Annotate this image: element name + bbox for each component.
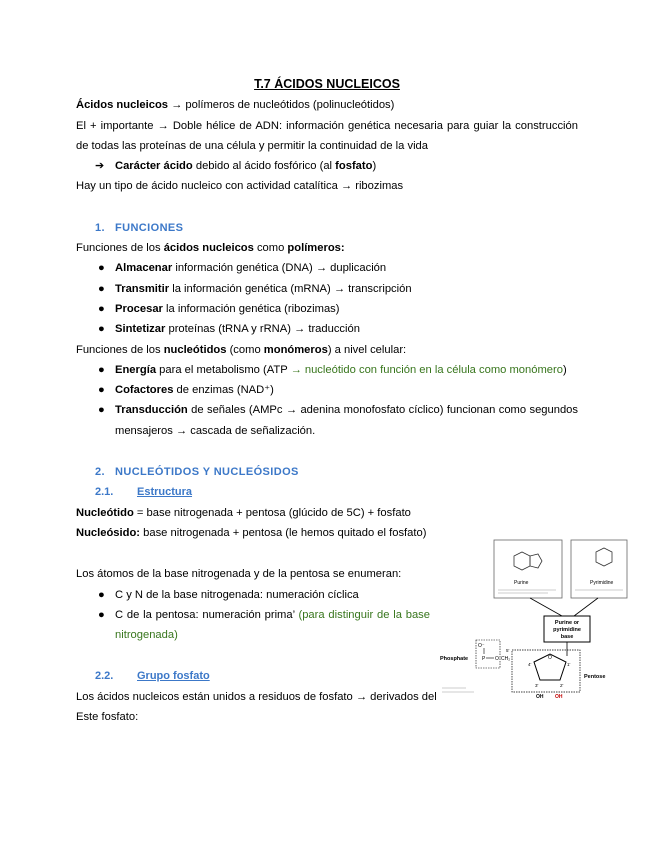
pyrimidine-label: Pyrimidine [590, 580, 614, 586]
pentose-label: Pentose [584, 674, 606, 680]
funciones-nucleotidos-line: Funciones de los nucleótidos (como monómeros) a nivel celular: [76, 343, 407, 356]
funciones-polimeros-line: Funciones de los ácidos nucleicos como polímeros: [76, 242, 345, 255]
svg-text:OH: OH [536, 694, 544, 700]
svg-text:4': 4' [528, 662, 532, 667]
svg-text:5': 5' [506, 648, 510, 653]
svg-text:1': 1' [567, 662, 571, 667]
section-heading-funciones: 1. FUNCIONES [95, 221, 184, 234]
svg-text:O: O [495, 656, 499, 662]
svg-text:pyrimidine: pyrimidine [553, 627, 581, 633]
intro-line-2: El + importante → Doble hélice de ADN: información genética necesaria para guiar la construcción de todas las proteínas de una célula y permitir la continuidad de la vida [76, 119, 578, 152]
list-item: ● Sintetizar proteínas (tRNA y rRNA) → traducción [98, 323, 360, 336]
svg-text:3': 3' [535, 683, 539, 688]
intro-line-1: Ácidos nucleicos → polímeros de nucleótidos (polinucleótidos) [76, 99, 395, 112]
phosphate-group [440, 640, 510, 668]
list-item: ● Almacenar información genética (DNA) → duplicación [98, 262, 387, 275]
page-title: T.7 ÁCIDOS NUCLEICOS [254, 77, 400, 91]
svg-text:Purine or: Purine or [554, 620, 580, 626]
purine-diagram [494, 540, 562, 598]
svg-text:P: P [482, 656, 486, 662]
atoms-list [76, 585, 430, 646]
nucleotide-structure-figure [438, 538, 628, 706]
pyrimidine-diagram [571, 540, 627, 598]
list-item: ● Transducción de señales (AMPc → adenina monofosfato cíclico) funcionan como segundos mensajeros → cascada de señalización. [98, 404, 578, 437]
intro-arrow-line: ➔ Carácter ácido debido al ácido fosfórico (al fosfato) [76, 156, 578, 176]
list-item: ● Cofactores de enzimas (NAD⁺) [98, 384, 274, 397]
base-box [544, 616, 590, 642]
section-heading-nucleotidos: 2. NUCLEÓTIDOS Y NUCLEÓSIDOS [95, 466, 299, 479]
list-item: ● C de la pentosa: numeración prima’ (para distinguir de la base nitrogenada) [98, 608, 430, 642]
phosphate-label: Phosphate [440, 656, 469, 662]
nucleosido-definition: Nucleósido: base nitrogenada + pentosa (le hemos quitado el fosfato) [76, 526, 427, 539]
purine-label: Purine [514, 580, 529, 586]
svg-text:O⁻: O⁻ [478, 643, 485, 649]
fosfato-line-2: Este fosfato: [76, 711, 139, 724]
svg-text:OH: OH [555, 694, 563, 700]
list-item: ● Procesar la información genética (ribozimas) [98, 302, 340, 315]
atoms-line: Los átomos de la base nitrogenada y de la pentosa se enumeran: [76, 568, 402, 581]
polimeros-list [76, 258, 578, 339]
nucleotido-definition: Nucleótido = base nitrogenada + pentosa (glúcido de 5C) + fosfato [76, 506, 411, 519]
list-item: ● Energía para el metabolismo (ATP → nucleótido con función en la célula como monómero) [98, 363, 567, 376]
nucleotidos-list [76, 360, 578, 441]
intro-line-4: Hay un tipo de ácido nucleico con actividad catalítica → ribozimas [76, 180, 404, 193]
pentose-ring [512, 650, 605, 700]
arrow-bullet-icon: ➔ [95, 160, 105, 173]
svg-text:base: base [560, 634, 574, 640]
svg-text:CH₂: CH₂ [501, 656, 511, 662]
list-item: ● Transmitir la información genética (mRNA) → transcripción [98, 282, 412, 295]
fosfato-line-1: Los ácidos nucleicos están unidos a residuos de fosfato → derivados del ácido fosfórico [76, 690, 512, 703]
svg-text:O: O [548, 655, 552, 661]
list-item: ● C y N de la base nitrogenada: numeración cíclica [98, 588, 359, 601]
subsection-heading-estructura: 2.1. Estructura [95, 486, 193, 499]
svg-text:2': 2' [560, 683, 564, 688]
subsection-heading-fosfato: 2.2. Grupo fosfato [95, 670, 210, 683]
